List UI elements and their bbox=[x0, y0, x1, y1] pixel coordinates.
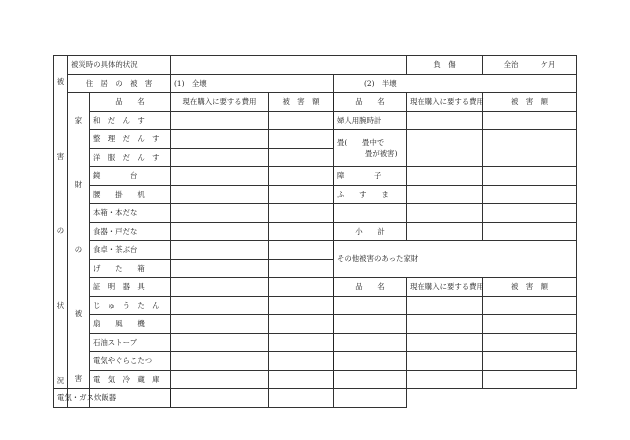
damage-cell[interactable] bbox=[269, 167, 334, 186]
item-row bbox=[54, 278, 577, 297]
empty-cell[interactable] bbox=[334, 333, 407, 352]
side-label-outer bbox=[54, 56, 68, 389]
subtotal-label: 小 計 bbox=[334, 222, 407, 241]
empty-cell[interactable] bbox=[334, 352, 407, 371]
col-item-right-2: 品 名 bbox=[334, 278, 407, 297]
col-damage-right-2: 被 害 額 bbox=[483, 278, 577, 297]
cost-cell[interactable] bbox=[171, 111, 269, 130]
damage-cell[interactable] bbox=[483, 167, 577, 186]
item-row bbox=[54, 389, 577, 408]
cost-cell[interactable] bbox=[171, 222, 269, 241]
item-row bbox=[54, 370, 577, 389]
damage-cell[interactable] bbox=[269, 333, 334, 352]
subtotal-damage[interactable] bbox=[483, 222, 577, 241]
damage-cell[interactable] bbox=[483, 333, 577, 352]
item-name: 腰 掛 机 bbox=[90, 185, 171, 204]
side-char: 被 bbox=[74, 309, 83, 319]
item-name: 扇 風 機 bbox=[90, 315, 171, 334]
damage-cell[interactable] bbox=[269, 204, 334, 223]
col-item-right: 品 名 bbox=[334, 93, 407, 112]
item-row bbox=[54, 167, 577, 186]
side-label-inner bbox=[68, 93, 90, 389]
side-char: 状 bbox=[56, 300, 65, 310]
item-name-right-tatami bbox=[334, 130, 407, 167]
injury-label: 負 傷 bbox=[407, 56, 483, 75]
empty-cell[interactable] bbox=[334, 204, 407, 223]
item-row bbox=[54, 296, 577, 315]
cost-cell[interactable] bbox=[171, 185, 269, 204]
side-char: 家 bbox=[74, 116, 83, 125]
empty-cell[interactable] bbox=[334, 315, 407, 334]
damage-cell[interactable] bbox=[269, 370, 334, 389]
damage-cell[interactable] bbox=[334, 389, 407, 408]
injury-value[interactable]: 全治 ケ月 bbox=[483, 56, 577, 75]
cost-cell[interactable] bbox=[407, 167, 483, 186]
cost-cell[interactable] bbox=[269, 389, 334, 408]
cost-cell[interactable] bbox=[407, 111, 483, 130]
empty-cell[interactable] bbox=[334, 370, 407, 389]
item-row bbox=[54, 241, 577, 260]
side-char: の bbox=[56, 226, 65, 236]
item-row bbox=[54, 111, 577, 130]
item-name-right: 障 子 bbox=[334, 167, 407, 186]
damage-cell[interactable] bbox=[269, 259, 334, 278]
cost-cell[interactable] bbox=[171, 352, 269, 371]
empty-cell[interactable] bbox=[171, 389, 269, 408]
item-name: 電気・ガス炊飯器 bbox=[54, 389, 68, 408]
item-row bbox=[54, 352, 577, 371]
damage-cell[interactable] bbox=[269, 148, 334, 167]
damage-cell[interactable] bbox=[269, 296, 334, 315]
cost-cell[interactable] bbox=[407, 130, 483, 167]
damage-cell[interactable] bbox=[483, 130, 577, 167]
item-row bbox=[54, 315, 577, 334]
cost-cell[interactable] bbox=[407, 315, 483, 334]
col-cost-right-2: 現在購入に要する費用 bbox=[407, 278, 483, 297]
side-char: 害 bbox=[56, 151, 65, 161]
item-name: 食卓・茶ぶ台 bbox=[90, 241, 171, 260]
damage-cell[interactable] bbox=[483, 111, 577, 130]
damage-cell[interactable] bbox=[483, 296, 577, 315]
cost-cell[interactable] bbox=[171, 333, 269, 352]
house-label: 住 居 の 被 害 bbox=[68, 74, 171, 93]
damage-cell[interactable] bbox=[269, 111, 334, 130]
cost-cell[interactable] bbox=[171, 315, 269, 334]
cost-cell[interactable] bbox=[171, 167, 269, 186]
situation-input[interactable] bbox=[171, 56, 407, 75]
damage-cell[interactable] bbox=[483, 204, 577, 223]
subtotal-cost[interactable] bbox=[407, 222, 483, 241]
side-char: の bbox=[74, 244, 83, 254]
title-row bbox=[54, 56, 577, 75]
col-item: 品 名 bbox=[90, 93, 171, 112]
item-name: 洋 服 だ ん す bbox=[90, 148, 171, 167]
side-char: 被 bbox=[56, 77, 65, 86]
item-name: 電 気 冷 蔵 庫 bbox=[90, 370, 171, 389]
item-name: 鏡 台 bbox=[90, 167, 171, 186]
item-name: 証 明 器 具 bbox=[90, 278, 171, 297]
damage-cell[interactable] bbox=[269, 185, 334, 204]
item-name: げ た 箱 bbox=[90, 259, 171, 278]
damage-cell[interactable] bbox=[269, 352, 334, 371]
item-row bbox=[54, 204, 577, 223]
side-char: 害 bbox=[74, 373, 83, 383]
cost-cell[interactable] bbox=[171, 241, 269, 260]
cost-cell[interactable] bbox=[171, 370, 269, 389]
cost-cell[interactable] bbox=[407, 370, 483, 389]
cost-cell[interactable] bbox=[171, 204, 269, 223]
item-row bbox=[54, 222, 577, 241]
damage-cell[interactable] bbox=[483, 315, 577, 334]
cost-cell[interactable] bbox=[171, 259, 269, 278]
damage-cell[interactable] bbox=[269, 241, 334, 260]
cost-cell[interactable] bbox=[171, 278, 269, 297]
item-name: 食器・戸だな bbox=[90, 222, 171, 241]
cost-cell[interactable] bbox=[407, 204, 483, 223]
other-label: その他被害のあった家財 bbox=[334, 241, 577, 278]
cost-cell[interactable] bbox=[407, 352, 483, 371]
item-name: 電気やぐらこたつ bbox=[90, 352, 171, 371]
damage-cell[interactable] bbox=[269, 315, 334, 334]
damage-form bbox=[53, 55, 576, 403]
item-row bbox=[54, 333, 577, 352]
house-row bbox=[54, 74, 577, 93]
damage-cell[interactable] bbox=[269, 130, 334, 149]
option-half[interactable]: (2) 半壊 bbox=[334, 74, 577, 93]
damage-table bbox=[53, 55, 577, 408]
situation-title: 被災時の具体的状況 bbox=[68, 56, 171, 75]
cost-cell[interactable] bbox=[407, 333, 483, 352]
item-row bbox=[54, 130, 577, 149]
item-name-right: 婦人用腕時計 bbox=[334, 111, 407, 130]
cost-cell[interactable] bbox=[407, 185, 483, 204]
header-row bbox=[54, 93, 577, 112]
col-cost-right: 現在購入に要する費用 bbox=[407, 93, 483, 112]
col-cost: 現在購入に要する費用 bbox=[171, 93, 269, 112]
damage-cell[interactable] bbox=[483, 185, 577, 204]
cost-cell[interactable] bbox=[171, 296, 269, 315]
empty-cell[interactable] bbox=[334, 296, 407, 315]
option-full[interactable]: (1) 全壊 bbox=[171, 74, 334, 93]
cost-cell[interactable] bbox=[171, 130, 269, 149]
cost-cell[interactable] bbox=[171, 148, 269, 167]
tatami-line-2: 畳が被害) bbox=[365, 149, 398, 158]
item-name: 整 理 だ ん す bbox=[90, 130, 171, 149]
damage-cell[interactable] bbox=[483, 370, 577, 389]
item-name-right: ふ す ま bbox=[334, 185, 407, 204]
side-char: 況 bbox=[56, 375, 65, 385]
damage-cell[interactable] bbox=[483, 352, 577, 371]
item-name: 和 だ ん す bbox=[90, 111, 171, 130]
item-name: 石油ストーブ bbox=[90, 333, 171, 352]
damage-cell[interactable] bbox=[269, 278, 334, 297]
damage-cell[interactable] bbox=[269, 222, 334, 241]
tatami-line-1: 畳( 畳中で bbox=[337, 137, 385, 147]
cost-cell[interactable] bbox=[407, 296, 483, 315]
col-damage-right: 被 害 額 bbox=[483, 93, 577, 112]
item-name: 本箱・本だな bbox=[90, 204, 171, 223]
side-char: 財 bbox=[74, 180, 83, 190]
item-row bbox=[54, 185, 577, 204]
item-name: じ ゅ う た ん bbox=[90, 296, 171, 315]
col-damage: 被 害 額 bbox=[269, 93, 334, 112]
